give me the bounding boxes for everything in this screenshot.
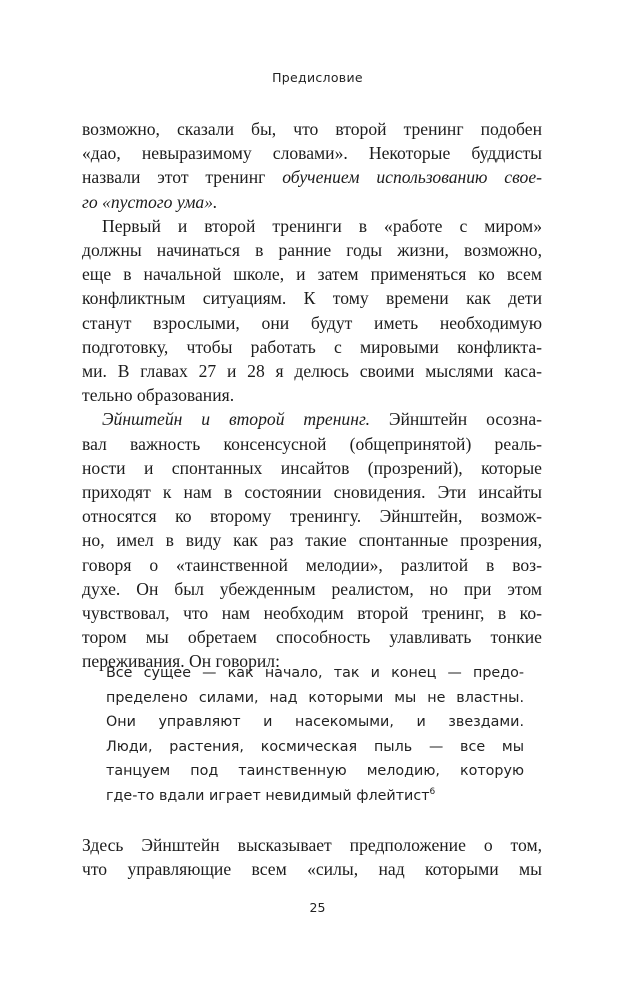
- text-line: [82, 190, 542, 214]
- text-line: приходят к нам в состоянии сновидения. Эти инсайты: [82, 482, 542, 503]
- running-header: Предисловие: [272, 70, 363, 85]
- section-run-in-heading: Эйнштейн и второй тренинг.: [102, 409, 370, 430]
- footnote-reference: 6: [429, 786, 436, 797]
- paragraph-trainings-childhood: [82, 214, 542, 408]
- italic-phrase: обучением использованию свое-: [282, 167, 542, 188]
- text-line: чувствовал, что нам необходим второй тренинг, в ко-: [82, 603, 542, 624]
- text-run: назвали этот тренинг: [82, 167, 283, 188]
- quote-line: пределено силами, над которыми мы не властны.: [106, 689, 524, 706]
- text-line: относятся ко второму тренингу. Эйнштейн, возмож-: [82, 506, 542, 527]
- text-line: [82, 165, 542, 189]
- text-run: Эйнштейн осозна-: [370, 409, 542, 430]
- text-line: станут взрослыми, они будут иметь необходимую: [82, 312, 542, 333]
- paragraph-einstein: [82, 407, 542, 673]
- text-line: тельно образования.: [82, 385, 235, 406]
- quote-line: Они управляют и насекомыми, и звездами.: [106, 714, 524, 730]
- text-line: еще в начальной школе, и затем применяться ко всем: [82, 264, 542, 285]
- text-line: тором мы обретаем способность улавливать тонкие: [82, 627, 542, 648]
- text-line: возможно, сказали бы, что второй тренинг подобен: [82, 119, 542, 139]
- text-line: подготовку, чтобы работать с мировыми конфликта-: [82, 336, 542, 357]
- text-line: переживания. Он говорил:: [82, 651, 280, 672]
- text-line: вал важность консенсусной (общепринятой) реаль-: [82, 433, 542, 454]
- closing-text-block: [82, 833, 542, 881]
- page-number: 25: [309, 900, 326, 915]
- text-line: [82, 407, 542, 431]
- text-line: говоря о «таинственной мелодии», разлитой в воз-: [82, 554, 542, 575]
- text-line: духе. Он был убежденным реалистом, но при этом: [82, 578, 542, 599]
- text-line: Здесь Эйнштейн высказывает предположение о том,: [82, 835, 542, 855]
- text-line: ми. В главах 27 и 28 я делюсь своими мыслями каса-: [82, 361, 542, 382]
- quote-line: [106, 784, 524, 809]
- text-line: «дао, невыразимому словами». Некоторые буддисты: [82, 143, 542, 164]
- text-line: что управляющие всем «силы, над которыми мы: [82, 859, 542, 880]
- text-line: но, имел в виду как раз такие спонтанные прозрения,: [82, 530, 542, 551]
- italic-phrase: го «пустого ума».: [82, 191, 218, 212]
- paragraph-einstein-forces: [82, 833, 542, 881]
- einstein-quote-block: [106, 661, 524, 808]
- text-line: ности и спонтанных инсайтов (прозрений), которые: [82, 457, 542, 478]
- main-text-block: [82, 117, 542, 674]
- paragraph-continuation: [82, 117, 542, 214]
- quote-line: Все сущее — как начало, так и конец — предо-: [106, 665, 524, 681]
- text-line: должны начинаться в ранние годы жизни, возможно,: [82, 240, 542, 261]
- quote-line: танцуем под таинственную мелодию, которую: [106, 763, 524, 779]
- quote-text: где-то вдали играет невидимый флейтист: [106, 787, 430, 804]
- text-line: Первый и второй тренинги в «работе с миром»: [102, 215, 542, 236]
- quote-line: Люди, растения, космическая пыль — все мы: [106, 738, 524, 755]
- text-line: конфликтным ситуациям. К тому времени как дети: [82, 288, 542, 309]
